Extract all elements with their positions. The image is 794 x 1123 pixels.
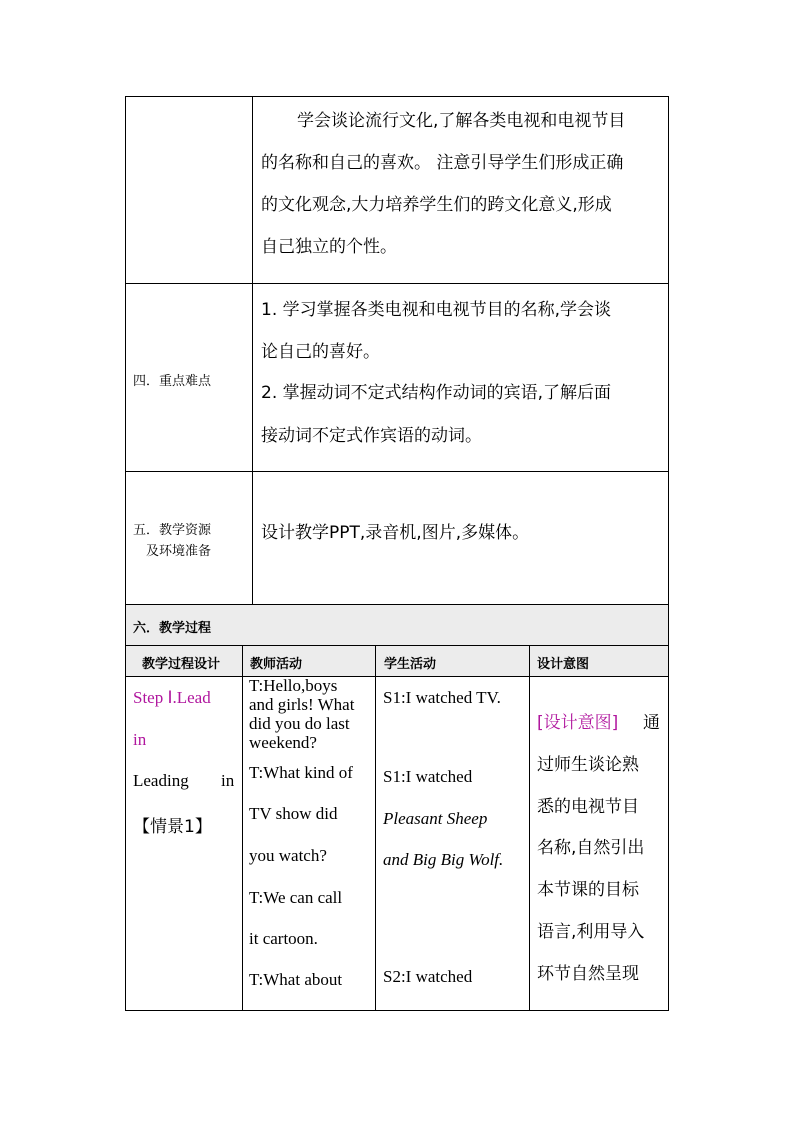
column-header: 教师活动: [250, 657, 303, 672]
rule: [125, 96, 126, 1011]
text-line: S1:I watched TV.: [383, 688, 501, 707]
rule: [529, 645, 530, 1011]
text-line: and Big Big Wolf.: [383, 850, 504, 869]
text-line: 语言,利用导入: [537, 922, 645, 942]
text-line: 的文化观念,大力培养学生们的跨文化意义,形成: [261, 195, 612, 215]
text-line: T:Hello,boys: [249, 676, 338, 695]
text-line: 本节课的目标: [537, 880, 639, 900]
column-header: 设计意图: [537, 657, 590, 672]
rule: [252, 96, 253, 605]
rule: [125, 1010, 669, 1011]
text-line: weekend?: [249, 733, 317, 752]
text-line: did you do last: [249, 714, 350, 733]
text-line: 环节自然呈现: [537, 964, 639, 984]
leading-text: in: [221, 771, 235, 790]
text-line: 自己独立的个性。: [261, 237, 397, 257]
section-title: 六．教学过程: [133, 621, 212, 636]
resources-text: 设计教学PPT,录音机,图片,多媒体。: [261, 523, 530, 543]
text-line: 1. 学习掌握各类电视和电视节目的名称,学会谈: [261, 300, 612, 320]
rule: [125, 471, 669, 472]
row-label: 四．重点难点: [133, 374, 212, 389]
rule: [125, 96, 669, 97]
text-line: 接动词不定式作宾语的动词。: [261, 426, 482, 446]
column-header: 学生活动: [384, 657, 437, 672]
rule: [242, 645, 243, 1011]
text-line: it cartoon.: [249, 929, 318, 948]
text-line: you watch?: [249, 846, 327, 865]
rule: [125, 645, 669, 646]
text-line: 的名称和自己的喜欢。 注意引导学生们形成正确: [261, 153, 624, 173]
text-line: and girls! What: [249, 695, 355, 714]
text-line: S1:I watched: [383, 767, 473, 786]
text-line: 学会谈论流行文化,了解各类电视和电视节目: [297, 111, 626, 131]
text-line: 2. 掌握动词不定式结构作动词的宾语,了解后面: [261, 383, 612, 403]
text-line: T:What about: [249, 970, 343, 989]
leading-text: Leading: [133, 771, 189, 790]
scene-label: 【情景1】: [133, 817, 212, 837]
rule: [668, 96, 669, 1011]
step-title: Step Ⅰ.Lead: [133, 688, 211, 707]
text-line: 通: [643, 713, 660, 733]
intent-tag: [设计意图]: [537, 713, 619, 733]
rule: [125, 283, 669, 284]
text-line: 悉的电视节目: [537, 797, 639, 817]
text-line: T:What kind of: [249, 763, 353, 782]
row-label: 及环境准备: [146, 544, 212, 559]
row-label: 五．教学资源: [133, 523, 212, 538]
text-line: T:We can call: [249, 888, 343, 907]
text-line: 名称,自然引出: [537, 838, 645, 858]
text-line: S2:I watched: [383, 967, 473, 986]
text-line: TV show did: [249, 804, 338, 823]
text-line: 论自己的喜好。: [261, 342, 380, 362]
text-line: Pleasant Sheep: [383, 809, 488, 828]
text-line: 过师生谈论熟: [537, 755, 639, 775]
rule: [375, 645, 376, 1011]
rule: [125, 676, 669, 677]
column-header: 教学过程设计: [142, 657, 221, 672]
rule: [125, 604, 669, 605]
step-title-cont: in: [133, 730, 147, 749]
